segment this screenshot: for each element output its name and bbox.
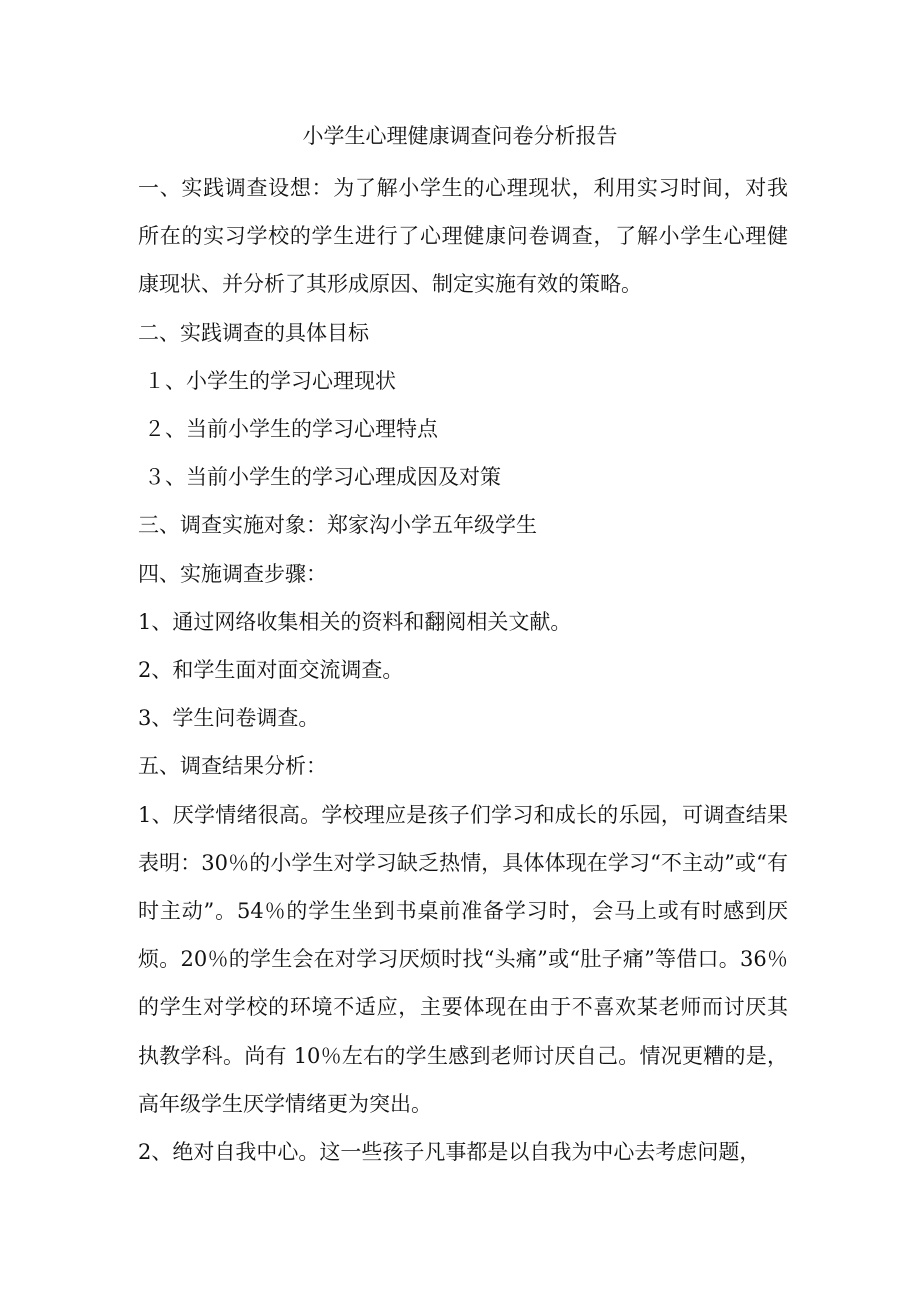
list-item-step-3: 3、学生问卷调查。 [138,706,320,731]
paragraph-result-2: 2、绝对自我中心。这一些孩子凡事都是以自我为中心去考虑问题， [138,1140,761,1165]
list-item-step-2: 2、和学生面对面交流调查。 [138,658,404,683]
paragraph-section-4-heading: 四、实施调查步骤： [138,561,327,586]
list-item-goal-1: １、小学生的学习心理现状 [144,368,396,393]
document-title: 小学生心理健康调查问卷分析报告 [302,124,618,148]
list-item-goal-2: ２、当前小学生的学习心理特点 [144,417,438,442]
paragraph-section-3: 三、调查实施对象：郑家沟小学五年级学生 [138,513,537,538]
paragraph-section-5-heading: 五、调查结果分析： [138,754,327,779]
document-body [138,164,788,1176]
list-item-step-1: 1、通过网络收集相关的资料和翻阅相关文献。 [138,609,572,634]
paragraph-section-2-heading: 二、实践调查的具体目标 [138,320,369,345]
paragraph-section-1: 一、实践调查设想：为了解小学生的心理现状，利用实习时间，对我所在的实习学校的学生进行了心理健康问卷调查，了解小学生心理健康现状、并分析了其形成原因、制定实施有效的策略。 [138,176,788,297]
list-item-goal-3: ３、当前小学生的学习心理成因及对策 [144,465,501,490]
paragraph-result-1: 1、厌学情绪很高。学校理应是孩子们学习和成长的乐园，可调查结果表明：30％的小学生对学习缺乏热情，具体体现在学习“不主动”或“有时主动”。54％的学生坐到书桌前准备学习时，会马上或有时感到厌烦。20％的学生会在对学习厌烦时找“头痛”或“肚子痛”等借口。36％的学生对学校的环境不适应，主要体现在由于不喜欢某老师而讨厌其执教学科。尚有 10％左右的学生感到老师讨厌自己。情况更糟的是，高年级学生厌学情绪更为突出。 [138,802,788,1116]
